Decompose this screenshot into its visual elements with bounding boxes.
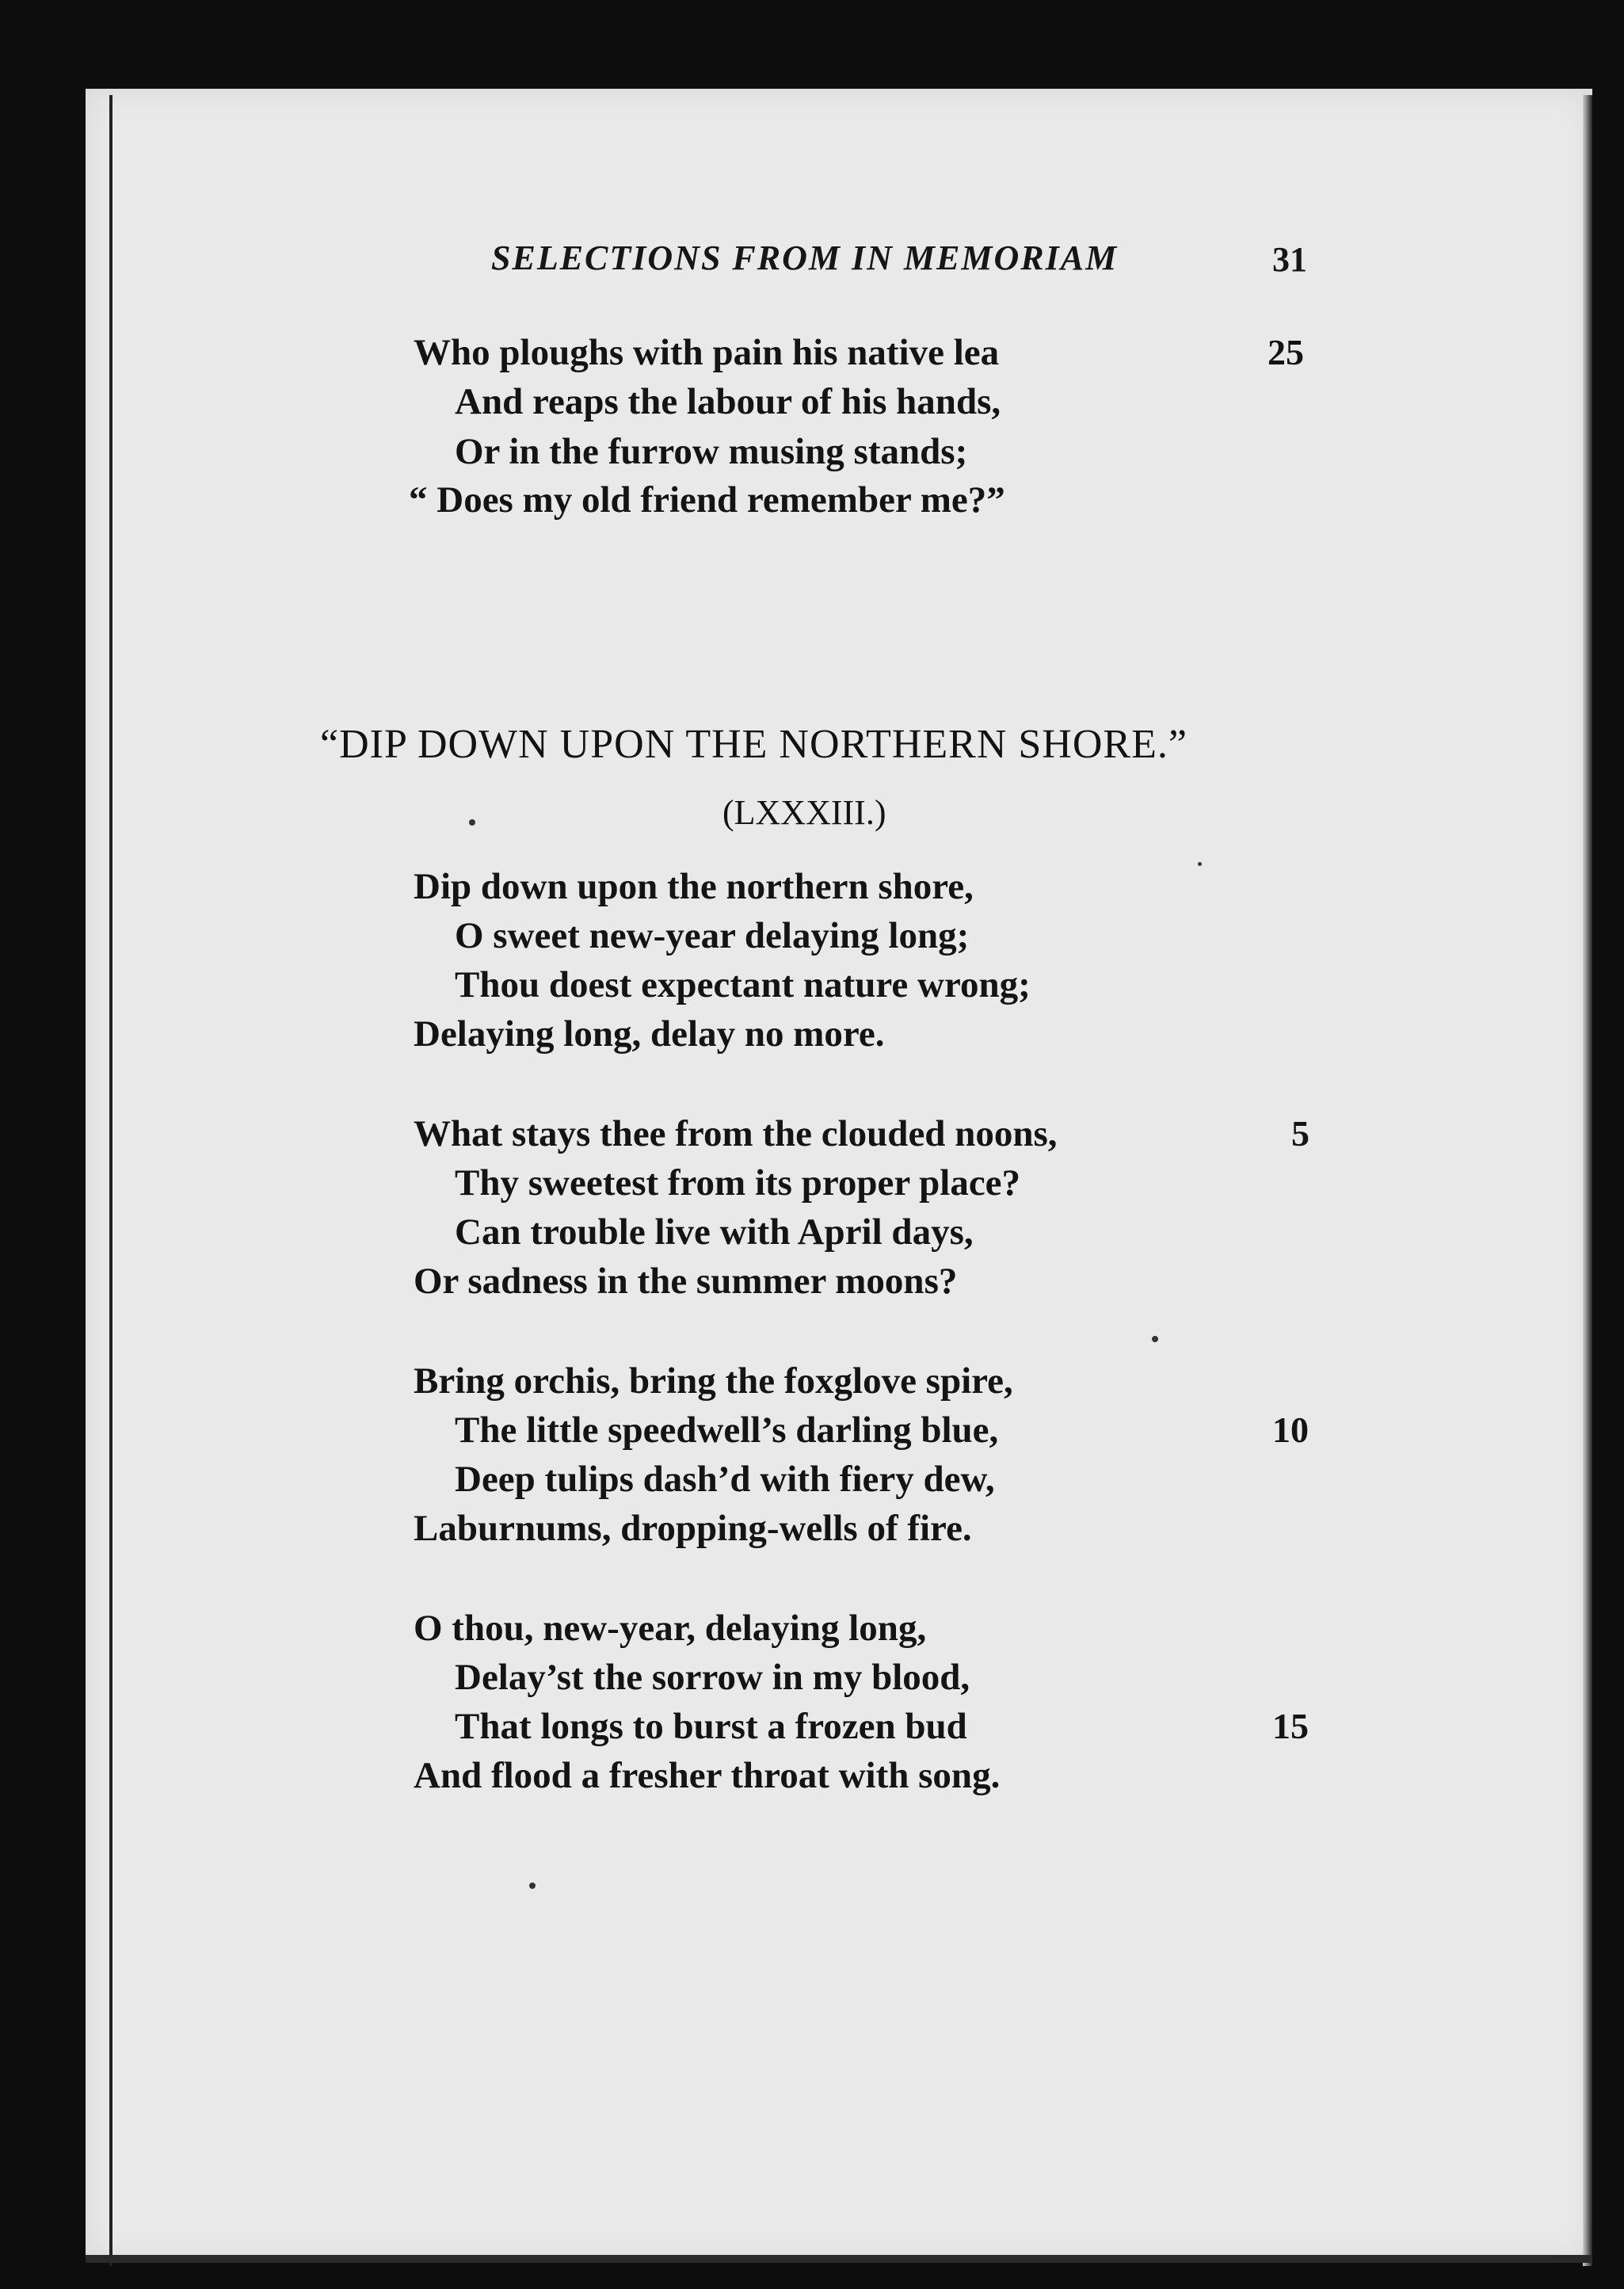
verse-line: Dip down upon the northern shore, xyxy=(414,866,974,907)
line-number: 10 xyxy=(1272,1410,1309,1450)
verse-line: Bring orchis, bring the foxglove spire, xyxy=(414,1360,1013,1402)
verse-line: Can trouble live with April days, xyxy=(455,1211,974,1253)
verse-line: Deep tulips dash’d with fiery dew, xyxy=(455,1459,995,1500)
scan-speck xyxy=(529,1883,536,1889)
verse-line: Or in the furrow musing stands; xyxy=(455,431,968,472)
verse-line: Thy sweetest from its proper place? xyxy=(455,1162,1021,1204)
verse-line: Or sadness in the summer moons? xyxy=(414,1261,958,1302)
verse-line: “ Does my old friend remember me?” xyxy=(409,479,1005,521)
verse-line: That longs to burst a frozen bud xyxy=(455,1706,967,1747)
page-number: 31 xyxy=(1272,240,1307,279)
line-number: 25 xyxy=(1268,332,1304,372)
verse-line: O thou, new-year, delaying long, xyxy=(414,1608,927,1649)
verse-line: And flood a fresher throat with song. xyxy=(414,1755,1001,1796)
poem-title: “DIP DOWN UPON THE NORTHERN SHORE.” xyxy=(320,722,1188,767)
verse-line: The little speedwell’s darling blue, xyxy=(455,1410,999,1451)
verse-line: O sweet new-year delaying long; xyxy=(455,915,970,956)
verse-line: What stays thee from the clouded noons, xyxy=(414,1113,1058,1154)
running-title: SELECTIONS FROM IN MEMORIAM xyxy=(491,238,1119,277)
verse-line: Thou doest expectant nature wrong; xyxy=(455,964,1031,1005)
line-number: 15 xyxy=(1272,1706,1309,1746)
scan-speck xyxy=(1152,1336,1158,1342)
verse-line: Laburnums, dropping-wells of fire. xyxy=(414,1508,972,1549)
verse-line: And reaps the labour of his hands, xyxy=(455,381,1001,422)
page-bottom-edge xyxy=(86,2255,1592,2263)
poem-section-number: (LXXXIII.) xyxy=(722,793,886,832)
verse-line: Delaying long, delay no more. xyxy=(414,1013,885,1055)
scan-speck xyxy=(469,819,475,826)
line-number: 5 xyxy=(1291,1113,1309,1154)
gutter-line xyxy=(109,95,112,2266)
scan-speck xyxy=(1198,862,1202,866)
verse-line: Who ploughs with pain his native lea xyxy=(414,332,1000,373)
page-right-edge xyxy=(1583,95,1592,2266)
verse-line: Delay’st the sorrow in my blood, xyxy=(455,1657,970,1698)
